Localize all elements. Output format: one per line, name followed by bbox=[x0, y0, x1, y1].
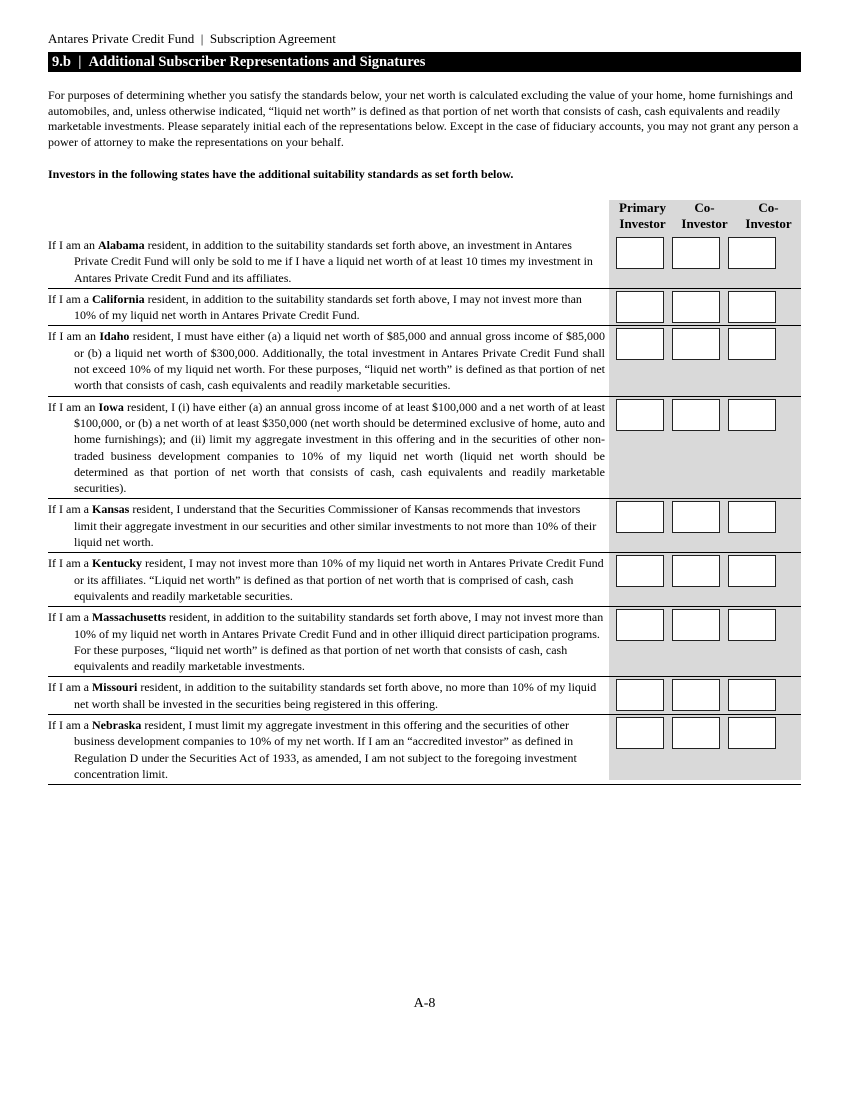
column-header-primary: Primary Investor bbox=[619, 200, 666, 231]
primary-investor-initials-box[interactable] bbox=[616, 237, 664, 269]
co-investor-2-initials-box[interactable] bbox=[728, 291, 776, 323]
representation-row-iowa bbox=[48, 397, 801, 500]
representation-row-kansas bbox=[48, 499, 801, 553]
co-investor-1-initials-box[interactable] bbox=[672, 609, 720, 641]
intro-paragraph: For purposes of determining whether you satisfy the standards below, your net worth is calculated excluding the value of your home, home furnishings and automobiles, and, unless otherwise indicated, “liquid net worth” is defined as that portion of net worth that consists of cash, cash equivalents and readily marketable investments. Please separately initial each of the representations below. Except in the case of fiduciary accounts, you may not grant any person a power of attorney to make the representations on your behalf. bbox=[48, 88, 799, 149]
primary-investor-initials-box[interactable] bbox=[616, 291, 664, 323]
representation-row-california bbox=[48, 289, 801, 327]
header-separator: | bbox=[200, 31, 204, 46]
section-separator: | bbox=[78, 54, 82, 70]
state-name: Kentucky bbox=[91, 556, 142, 571]
state-name: Missouri bbox=[91, 680, 138, 695]
initials-boxes bbox=[609, 235, 801, 288]
running-header bbox=[48, 31, 336, 46]
co-investor-1-initials-box[interactable] bbox=[672, 328, 720, 360]
co-investor-1-initials-box[interactable] bbox=[672, 399, 720, 431]
initials-boxes bbox=[609, 607, 801, 676]
co-investor-2-initials-box[interactable] bbox=[728, 399, 776, 431]
co-investor-2-initials-box[interactable] bbox=[728, 237, 776, 269]
state-name: Kansas bbox=[91, 502, 130, 517]
initials-boxes bbox=[609, 326, 801, 395]
initials-boxes bbox=[609, 553, 801, 606]
state-name: Nebraska bbox=[91, 718, 142, 733]
section-title: Additional Subscriber Representations and Signatures bbox=[88, 54, 426, 70]
representation-text: If I am a California resident, in addition to the suitability standards set forth above, I may not invest more than 10% of my liquid net worth in Antares Private Credit Fund. bbox=[48, 291, 582, 323]
co-investor-2-initials-box[interactable] bbox=[728, 501, 776, 533]
co-investor-2-initials-box[interactable] bbox=[728, 717, 776, 749]
section-heading bbox=[48, 52, 801, 72]
co-investor-1-initials-box[interactable] bbox=[672, 501, 720, 533]
representation-text: If I am a Massachusetts resident, in addition to the suitability standards set forth above, I may not invest more than 10% of my liquid net worth in Antares Private Credit Fund and in other illiquid direct participation programs. For these purposes, “liquid net worth” is defined as that portion of net worth that consists of cash, cash equivalents and readily marketable investments. bbox=[48, 610, 604, 674]
co-investor-1-initials-box[interactable] bbox=[672, 237, 720, 269]
co-investor-1-initials-box[interactable] bbox=[672, 555, 720, 587]
representation-row-idaho bbox=[48, 326, 801, 396]
state-name: Idaho bbox=[99, 329, 130, 344]
representations-table bbox=[48, 235, 801, 785]
representation-row-alabama bbox=[48, 235, 801, 289]
representation-text: If I am a Nebraska resident, I must limit my aggregate investment in this offering and the securities of other business development companies to 10% of my net worth. If I am an “accredited investor” as defined in Regulation D under the Securities Act of 1933, as amended, I am not subject to the foregoing investment concentration limit. bbox=[48, 718, 577, 781]
fund-name: Antares Private Credit Fund bbox=[48, 31, 195, 46]
column-header-co-investor-2: Co-Investor bbox=[745, 200, 792, 231]
column-header-co-investor-1: Co-Investor bbox=[681, 200, 728, 231]
states-heading: Investors in the following states have the additional suitability standards as set forth below. bbox=[48, 167, 514, 181]
co-investor-2-initials-box[interactable] bbox=[728, 679, 776, 711]
initials-boxes bbox=[609, 289, 801, 326]
section-number: 9.b bbox=[52, 54, 71, 70]
initials-boxes bbox=[609, 715, 801, 784]
primary-investor-initials-box[interactable] bbox=[616, 679, 664, 711]
co-investor-1-initials-box[interactable] bbox=[672, 717, 720, 749]
state-name: California bbox=[91, 291, 145, 306]
representation-row-nebraska bbox=[48, 715, 801, 785]
representation-text: If I am an Alabama resident, in addition to the suitability standards set forth above, an investment in Antares Private Credit Fund will only be sold to me if I have a liquid net worth of at least 10 times my investment in Antares Private Credit Fund and its affiliates. bbox=[48, 238, 593, 285]
representation-row-massachusetts bbox=[48, 607, 801, 677]
representation-text: If I am an Iowa resident, I (i) have either (a) an annual gross income of at least $100,000 and a net worth of at least $100,000, or (b) a net worth of at least $350,000 (net worth should be determined exclusive of home, auto and home furnishings); and (ii) limit my aggregate investment in this offering and in the securities of other non-traded business development companies to 10% of my liquid net worth (liquid net worth should be determined as that portion of net worth that consists of cash, cash equivalents and readily marketable securities). bbox=[48, 399, 605, 496]
primary-investor-initials-box[interactable] bbox=[616, 501, 664, 533]
co-investor-2-initials-box[interactable] bbox=[728, 328, 776, 360]
primary-investor-initials-box[interactable] bbox=[616, 399, 664, 431]
initials-boxes bbox=[609, 499, 801, 552]
representation-text: If I am a Kansas resident, I understand that the Securities Commissioner of Kansas recommends that investors limit their aggregate investment in our securities and other similar investments to not more than 10% of their liquid net worth. bbox=[48, 502, 597, 550]
state-name: Massachusetts bbox=[91, 610, 166, 625]
co-investor-2-initials-box[interactable] bbox=[728, 609, 776, 641]
representation-row-missouri bbox=[48, 677, 801, 715]
representation-text: If I am a Kentucky resident, I may not invest more than 10% of my liquid net worth in Antares Private Credit Fund or its affiliates. “Liquid net worth” is defined as that portion of net worth that is comprised of cash, cash equivalents and readily marketable securities. bbox=[48, 556, 604, 603]
document-title: Subscription Agreement bbox=[209, 31, 336, 46]
primary-investor-initials-box[interactable] bbox=[616, 328, 664, 360]
state-name: Alabama bbox=[97, 238, 145, 252]
primary-investor-initials-box[interactable] bbox=[616, 609, 664, 641]
co-investor-1-initials-box[interactable] bbox=[672, 679, 720, 711]
initials-boxes bbox=[609, 677, 801, 714]
state-name: Iowa bbox=[98, 399, 124, 414]
co-investor-1-initials-box[interactable] bbox=[672, 291, 720, 323]
co-investor-2-initials-box[interactable] bbox=[728, 555, 776, 587]
page-number: A-8 bbox=[413, 996, 436, 1011]
primary-investor-initials-box[interactable] bbox=[616, 555, 664, 587]
representation-row-kentucky bbox=[48, 553, 801, 607]
initials-boxes bbox=[609, 397, 801, 499]
representation-text: If I am an Idaho resident, I must have either (a) a liquid net worth of $85,000 and annual gross income of $85,000 or (b) a liquid net worth of $300,000. Additionally, the total investment in Antares Private Credit Fund shall not exceed 10% of my liquid net worth. For these purposes, “liquid net worth” is defined as that portion of net worth that consists of cash, cash equivalents and readily marketable securities. bbox=[48, 329, 606, 393]
representation-text: If I am a Missouri resident, in addition to the suitability standards set forth above, no more than 10% of my liquid net worth shall be invested in the securities being registered in this offering. bbox=[48, 680, 597, 711]
primary-investor-initials-box[interactable] bbox=[616, 717, 664, 749]
